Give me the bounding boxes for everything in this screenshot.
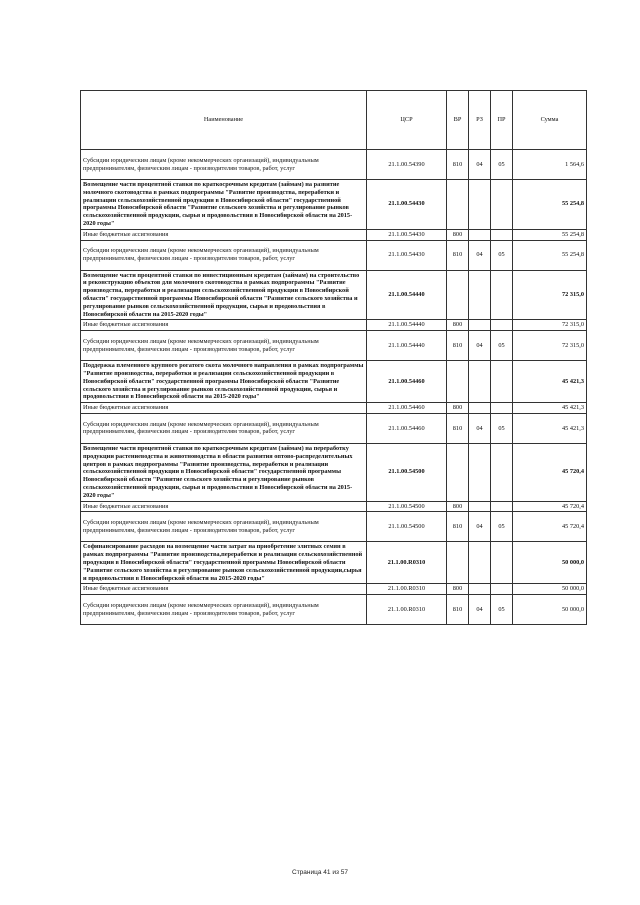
cell-sum: 1 564,6 bbox=[513, 150, 587, 180]
table-row bbox=[81, 240, 587, 270]
cell-pr bbox=[491, 443, 513, 501]
header-vr: ВР bbox=[447, 91, 469, 150]
cell-csr: 21.1.00.54430 bbox=[367, 240, 447, 270]
cell-pr: 05 bbox=[491, 331, 513, 361]
cell-vr: 800 bbox=[447, 501, 469, 512]
cell-sum: 45 421,3 bbox=[513, 361, 587, 403]
cell-csr: 21.1.00.54430 bbox=[367, 229, 447, 240]
table-row bbox=[81, 403, 587, 414]
cell-vr: 810 bbox=[447, 150, 469, 180]
cell-vr: 800 bbox=[447, 229, 469, 240]
table-row bbox=[81, 584, 587, 595]
cell-sum: 72 315,0 bbox=[513, 331, 587, 361]
page-number: Страница 41 из 57 bbox=[292, 869, 348, 876]
cell-csr: 21.1.00.R0310 bbox=[367, 584, 447, 595]
table-row bbox=[81, 512, 587, 542]
cell-vr: 810 bbox=[447, 331, 469, 361]
cell-rz: 04 bbox=[469, 595, 491, 625]
cell-pr: 05 bbox=[491, 413, 513, 443]
cell-sum: 55 254,8 bbox=[513, 240, 587, 270]
cell-pr bbox=[491, 542, 513, 584]
header-rz: РЗ bbox=[469, 91, 491, 150]
cell-vr: 810 bbox=[447, 240, 469, 270]
cell-name: Возмещение части процентной ставки по инвестиционным кредитам (займам) на строительство и реконструкцию объектов для молочного скотоводства в рамках подпрограммы "Развитие производства, переработки и реализации сельскохозяйственной продукции в Новосибирской области" государственной программы Новосибирской области "Развитие сельского хозяйства и регулирование рынков сельскохозяйственной продукции, сырья и продовольствия в Новосибирской области на 2015-2020 годы" bbox=[81, 270, 367, 320]
cell-rz: 04 bbox=[469, 240, 491, 270]
cell-rz: 04 bbox=[469, 150, 491, 180]
cell-csr: 21.1.00.54440 bbox=[367, 331, 447, 361]
cell-csr: 21.1.00.54500 bbox=[367, 501, 447, 512]
cell-vr: 810 bbox=[447, 595, 469, 625]
cell-name: Иные бюджетные ассигнования bbox=[81, 501, 367, 512]
cell-name: Субсидии юридическим лицам (кроме некоммерческих организаций), индивидуальным предпринимателям, физическим лицам - производителям товаров, работ, услуг bbox=[81, 595, 367, 625]
header-name: Наименование bbox=[81, 91, 367, 150]
cell-vr bbox=[447, 443, 469, 501]
header-sum: Сумма bbox=[513, 91, 587, 150]
cell-rz bbox=[469, 501, 491, 512]
cell-name: Иные бюджетные ассигнования bbox=[81, 584, 367, 595]
cell-vr bbox=[447, 542, 469, 584]
table-body bbox=[81, 150, 587, 625]
table-row bbox=[81, 331, 587, 361]
cell-sum: 45 720,4 bbox=[513, 501, 587, 512]
cell-csr: 21.1.00.R0310 bbox=[367, 595, 447, 625]
table-row bbox=[81, 542, 587, 584]
cell-vr: 800 bbox=[447, 320, 469, 331]
cell-sum: 50 000,0 bbox=[513, 595, 587, 625]
cell-rz bbox=[469, 584, 491, 595]
cell-csr: 21.1.00.54390 bbox=[367, 150, 447, 180]
table-header-row bbox=[81, 91, 587, 150]
cell-sum: 55 254,8 bbox=[513, 229, 587, 240]
cell-rz bbox=[469, 542, 491, 584]
cell-pr bbox=[491, 320, 513, 331]
cell-rz bbox=[469, 403, 491, 414]
cell-csr: 21.1.00.54500 bbox=[367, 512, 447, 542]
cell-rz bbox=[469, 320, 491, 331]
table-row bbox=[81, 180, 587, 230]
cell-pr bbox=[491, 403, 513, 414]
cell-sum: 55 254,8 bbox=[513, 180, 587, 230]
cell-name: Поддержка племенного крупного рогатого скота молочного направления в рамках подпрограммы "Развитие производства, переработки и реализации сельскохозяйственной продукции в Новосибирской области" государственной программы Новосибирской области "Развитие сельского хозяйства и регулирование рынков сельскохозяйственной продукции, сырья и продовольствия в Новосибирской области на 2015-2020 годы" bbox=[81, 361, 367, 403]
budget-table bbox=[80, 90, 587, 625]
cell-rz bbox=[469, 180, 491, 230]
cell-name: Субсидии юридическим лицам (кроме некоммерческих организаций), индивидуальным предпринимателям, физическим лицам - производителям товаров, работ, услуг bbox=[81, 240, 367, 270]
table-row bbox=[81, 270, 587, 320]
cell-sum: 45 421,3 bbox=[513, 413, 587, 443]
cell-pr bbox=[491, 584, 513, 595]
cell-csr: 21.1.00.54430 bbox=[367, 180, 447, 230]
cell-name: Софинансирование расходов на возмещение части затрат на приобретение элитных семян в рамках подпрограммы "Развитие производства,переработки и реализации сельскохозяйственной продукции в Новосибирской области" государственной программы Новосибирской области "Развитие сельского хозяйства и регулирование рынков сельскохозяйственной продукции,сырья и продовольствия в Новосибирской области на 2015-2020 годы" bbox=[81, 542, 367, 584]
cell-sum: 50 000,0 bbox=[513, 542, 587, 584]
cell-csr: 21.1.00.54440 bbox=[367, 270, 447, 320]
cell-vr bbox=[447, 361, 469, 403]
table-row bbox=[81, 595, 587, 625]
table-row bbox=[81, 501, 587, 512]
cell-sum: 45 720,4 bbox=[513, 512, 587, 542]
cell-pr bbox=[491, 180, 513, 230]
cell-vr: 800 bbox=[447, 584, 469, 595]
cell-name: Субсидии юридическим лицам (кроме некоммерческих организаций), индивидуальным предпринимателям, физическим лицам - производителям товаров, работ, услуг bbox=[81, 413, 367, 443]
table-row bbox=[81, 413, 587, 443]
table-row bbox=[81, 320, 587, 331]
cell-name: Иные бюджетные ассигнования bbox=[81, 320, 367, 331]
cell-sum: 45 720,4 bbox=[513, 443, 587, 501]
cell-vr: 810 bbox=[447, 413, 469, 443]
cell-sum: 72 315,0 bbox=[513, 320, 587, 331]
cell-name: Субсидии юридическим лицам (кроме некоммерческих организаций), индивидуальным предпринимателям, физическим лицам - производителям товаров, работ, услуг bbox=[81, 512, 367, 542]
cell-rz bbox=[469, 361, 491, 403]
cell-vr bbox=[447, 180, 469, 230]
table-row bbox=[81, 443, 587, 501]
cell-rz: 04 bbox=[469, 512, 491, 542]
cell-csr: 21.1.00.54440 bbox=[367, 320, 447, 331]
cell-rz bbox=[469, 229, 491, 240]
cell-rz bbox=[469, 443, 491, 501]
table-row bbox=[81, 361, 587, 403]
cell-csr: 21.1.00.54460 bbox=[367, 361, 447, 403]
cell-pr bbox=[491, 229, 513, 240]
cell-csr: 21.1.00.54460 bbox=[367, 403, 447, 414]
table-row bbox=[81, 150, 587, 180]
cell-pr: 05 bbox=[491, 595, 513, 625]
cell-name: Иные бюджетные ассигнования bbox=[81, 403, 367, 414]
cell-csr: 21.1.00.R0310 bbox=[367, 542, 447, 584]
cell-pr bbox=[491, 270, 513, 320]
cell-rz: 04 bbox=[469, 331, 491, 361]
cell-pr: 05 bbox=[491, 512, 513, 542]
cell-name: Иные бюджетные ассигнования bbox=[81, 229, 367, 240]
cell-sum: 72 315,0 bbox=[513, 270, 587, 320]
cell-name: Возмещение части процентной ставки по краткосрочным кредитам (займам) на переработку продукции растениеводства и животноводства в области развития оптово-распределительных центров в рамках подпрограммы "Развитие производства, переработки и реализации сельскохозяйственной продукции в Новосибирской области" государственной программы Новосибирской области "Развитие сельского хозяйства и регулирование рынков сельскохозяйственной продукции, сырья и продовольствия в Новосибирской области на 2015-2020 годы" bbox=[81, 443, 367, 501]
cell-vr: 800 bbox=[447, 403, 469, 414]
cell-vr: 810 bbox=[447, 512, 469, 542]
cell-csr: 21.1.00.54500 bbox=[367, 443, 447, 501]
header-pr: ПР bbox=[491, 91, 513, 150]
cell-sum: 45 421,3 bbox=[513, 403, 587, 414]
table-row bbox=[81, 229, 587, 240]
cell-name: Субсидии юридическим лицам (кроме некоммерческих организаций), индивидуальным предпринимателям, физическим лицам - производителям товаров, работ, услуг bbox=[81, 331, 367, 361]
cell-pr bbox=[491, 501, 513, 512]
cell-name: Субсидии юридическим лицам (кроме некоммерческих организаций), индивидуальным предпринимателям, физическим лицам - производителям товаров, работ, услуг bbox=[81, 150, 367, 180]
header-csr: ЦСР bbox=[367, 91, 447, 150]
cell-vr bbox=[447, 270, 469, 320]
cell-sum: 50 000,0 bbox=[513, 584, 587, 595]
cell-pr bbox=[491, 361, 513, 403]
cell-rz bbox=[469, 270, 491, 320]
cell-rz: 04 bbox=[469, 413, 491, 443]
cell-name: Возмещение части процентной ставки по краткосрочным кредитам (займам) на развитие молочного скотоводства в рамках подпрограммы "Развитие производства, переработки и реализации сельскохозяйственной продукции в Новосибирской области" государственной программы Новосибирской области "Развитие сельского хозяйства и регулирование рынков сельскохозяйственной продукции, сырья и продовольствия в Новосибирской области на 2015-2020 годы" bbox=[81, 180, 367, 230]
cell-pr: 05 bbox=[491, 150, 513, 180]
cell-pr: 05 bbox=[491, 240, 513, 270]
cell-csr: 21.1.00.54460 bbox=[367, 413, 447, 443]
